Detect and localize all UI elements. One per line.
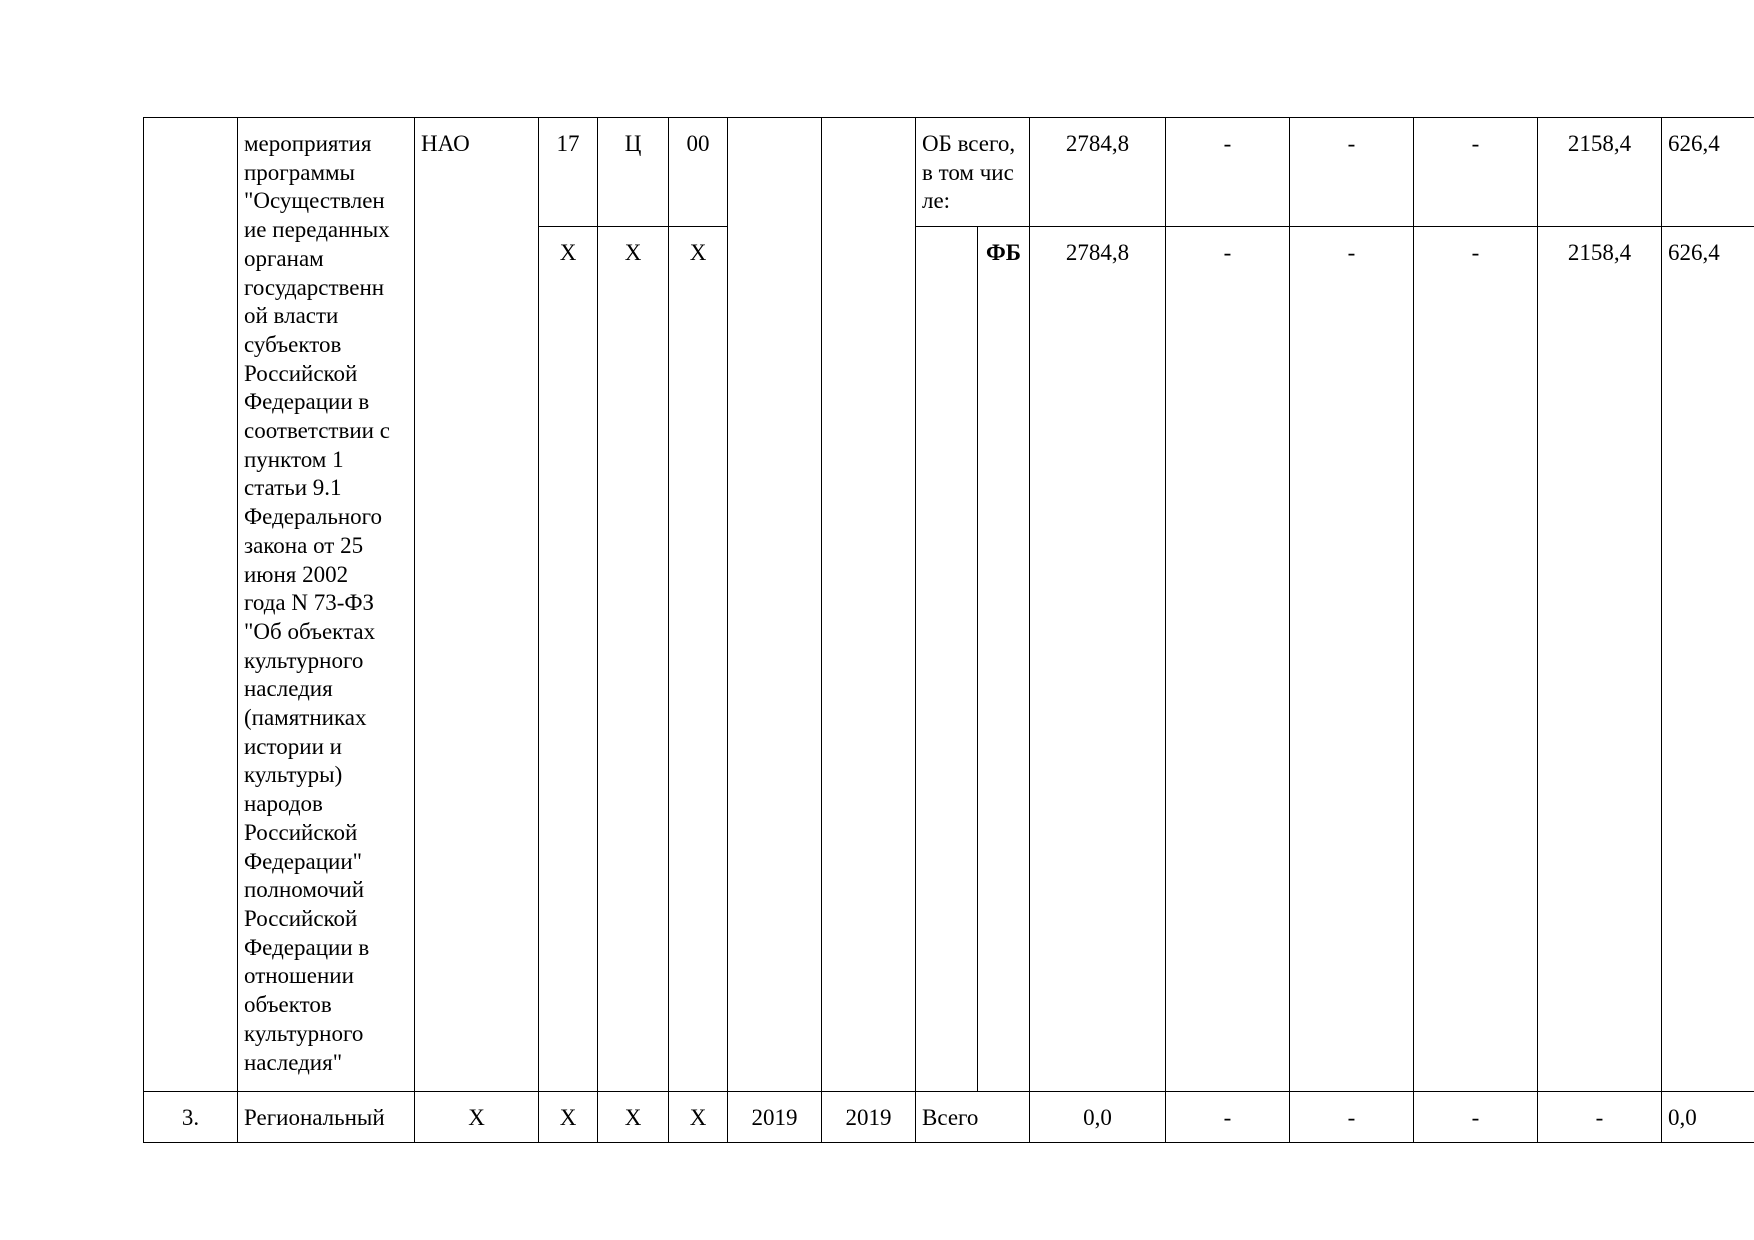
event-name-line: культуры) (244, 762, 343, 788)
event-name-line: Федерации в (244, 389, 370, 415)
event-name-line: народов (244, 791, 323, 817)
event-name-line: Федерации в (244, 934, 370, 960)
event-name-line: органам (244, 245, 324, 271)
event-name-line: полномочий (244, 877, 364, 903)
start-year-cell: 2019 (728, 1092, 822, 1143)
value-cell: - (1414, 118, 1538, 227)
event-name-line: культурного (244, 1020, 364, 1046)
executor-cell: НАО (415, 118, 539, 1092)
code-cell: 17 (539, 118, 598, 227)
value-cell: 0,0 (1662, 1092, 1754, 1143)
value-cell: - (1290, 227, 1414, 1092)
event-name-line: (памятниках (244, 705, 367, 731)
event-name-line: Российской (244, 360, 358, 386)
event-name-line: соответствии с (244, 418, 390, 444)
start-year-cell (728, 118, 822, 1092)
event-name-line: наследия" (244, 1049, 343, 1075)
event-name-line: "Об объектах (244, 618, 376, 644)
code-cell: 00 (669, 118, 728, 227)
value-cell: 626,4 (1662, 118, 1754, 227)
event-name-line: закона от 25 (244, 532, 364, 558)
executor-cell: Х (415, 1092, 539, 1143)
row-number-cell: 3. (144, 1092, 238, 1143)
event-name-line: отношении (244, 963, 354, 989)
source-indent-cell (916, 227, 978, 1092)
value-cell: - (1166, 227, 1290, 1092)
event-name-line: государственн (244, 274, 385, 300)
event-name-line: Федерального (244, 504, 383, 530)
event-name-line: субъектов (244, 331, 342, 357)
source-cell: Всего (916, 1092, 1030, 1143)
code-cell: Х (598, 227, 669, 1092)
event-name-line: года N 73-ФЗ (244, 590, 375, 616)
event-name-line: Российской (244, 819, 358, 845)
table-row (144, 1092, 1754, 1143)
event-name-line: мероприятия (244, 131, 372, 156)
value-cell: 2784,8 (1030, 118, 1166, 227)
code-cell: Х (598, 1092, 669, 1143)
source-total-cell: ОБ всего, в том числе: (916, 118, 1030, 227)
event-name-line: Федерации" (244, 848, 363, 874)
value-cell: 2784,8 (1030, 227, 1166, 1092)
event-name-line: пунктом 1 (244, 446, 344, 472)
value-cell: - (1290, 118, 1414, 227)
code-cell: Х (539, 1092, 598, 1143)
table-row (144, 118, 1754, 227)
budget-table (143, 117, 1754, 1143)
event-name-line: культурного (244, 647, 364, 673)
value-cell: - (1166, 1092, 1290, 1143)
event-name-line: программы (244, 159, 356, 185)
value-cell: 2158,4 (1538, 118, 1662, 227)
event-name-line: истории и (244, 733, 342, 759)
event-name-line: ие переданных (244, 217, 390, 243)
event-name-line: статьи 9.1 (244, 475, 342, 501)
value-cell: - (1414, 227, 1538, 1092)
code-cell: Ц (598, 118, 669, 227)
value-cell: - (1166, 118, 1290, 227)
event-name-line: объектов (244, 992, 332, 1018)
value-cell: - (1414, 1092, 1538, 1143)
event-name-cell: Региональный (238, 1092, 415, 1143)
event-name-line: "Осуществлен (244, 188, 385, 214)
value-cell: - (1538, 1092, 1662, 1143)
event-name-line: наследия (244, 676, 333, 702)
event-name-line: Российской (244, 905, 358, 931)
value-cell: 0,0 (1030, 1092, 1166, 1143)
source-sub-cell: ФБ (978, 227, 1030, 1092)
code-cell: Х (539, 227, 598, 1092)
end-year-cell (822, 118, 916, 1092)
value-cell: - (1290, 1092, 1414, 1143)
code-cell: Х (669, 227, 728, 1092)
code-cell: Х (669, 1092, 728, 1143)
end-year-cell: 2019 (822, 1092, 916, 1143)
value-cell: 2158,4 (1538, 227, 1662, 1092)
event-name-cell (238, 118, 415, 1092)
event-name-line: июня 2002 (244, 561, 349, 587)
row-number-cell (144, 118, 238, 1092)
event-name-line: ой власти (244, 303, 339, 329)
value-cell: 626,4 (1662, 227, 1754, 1092)
